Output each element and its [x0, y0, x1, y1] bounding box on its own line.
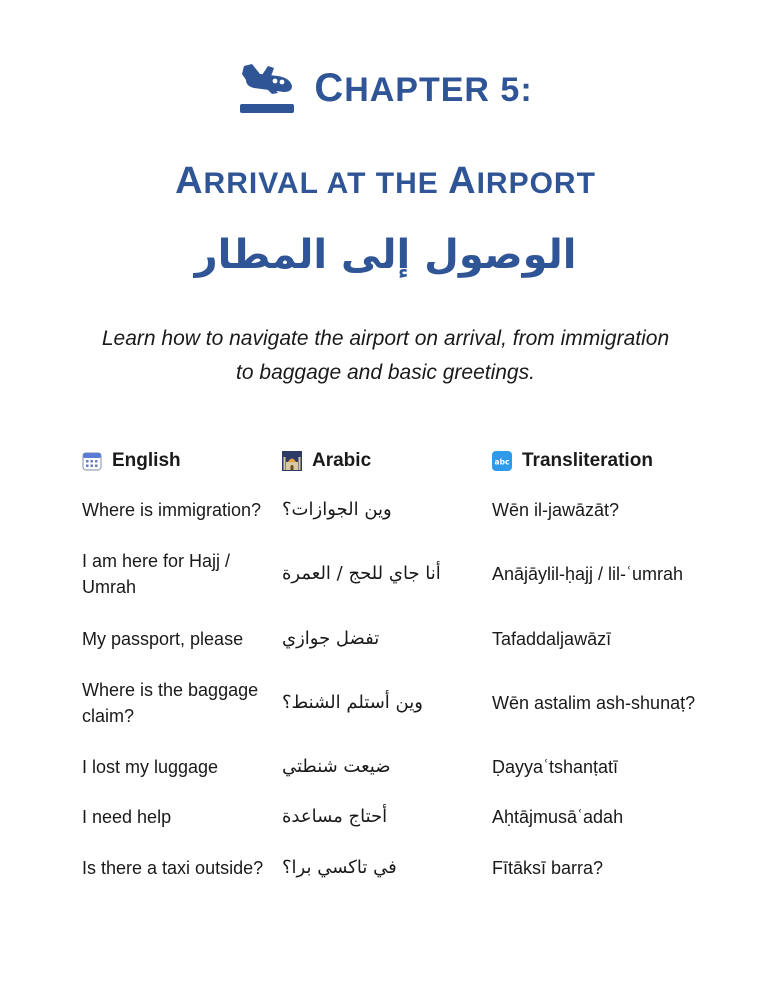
header-english: English: [112, 450, 181, 471]
table-row: I need help أحتاج مساعدة Aḥtājmusāʿadah: [82, 806, 624, 827]
abc-icon: [492, 451, 512, 471]
table-row: My passport, please تفضل جوازي Tafaddaljawāzī: [82, 628, 612, 649]
header-transliteration: Transliteration: [522, 450, 653, 471]
arabic-title: الوصول إلى المطار: [194, 232, 577, 278]
phrase-table: [82, 445, 722, 878]
calendar-icon: [82, 451, 102, 471]
table-row: I lost my luggage ضيعت شنطتي Ḍayyaʿtshanṭatī: [82, 756, 619, 777]
svg-text:abc: abc: [494, 457, 510, 467]
chapter-subtitle: ARRIVAL AT THE AIRPORT: [175, 160, 596, 202]
table-row: I am here for Hajj / Umrah أنا جاي للحج / العمرة Anājāylil-ḥajj / lil-ʿumrah: [82, 551, 684, 597]
airplane-arrival-icon: [238, 60, 296, 116]
table-row: Where is immigration? وين الجوازات؟ Wēn il-jawāzāt?: [82, 499, 620, 520]
chapter-heading: [0, 60, 771, 116]
table-row: Is there a taxi outside? في تاكسي برا؟ Fītāksī barra?: [82, 857, 604, 878]
mosque-icon: [282, 451, 302, 471]
header-arabic: Arabic: [312, 450, 372, 471]
chapter-description: Learn how to navigate the airport on arrival, from immigration to baggage and basic greetings.: [101, 327, 670, 384]
chapter-title: CHAPTER 5:: [314, 65, 533, 110]
table-row: Where is the baggage claim? وين أستلم الشنط؟ Wēn astalim ash-shunaṭ?: [82, 680, 696, 726]
table-header: [82, 445, 722, 477]
